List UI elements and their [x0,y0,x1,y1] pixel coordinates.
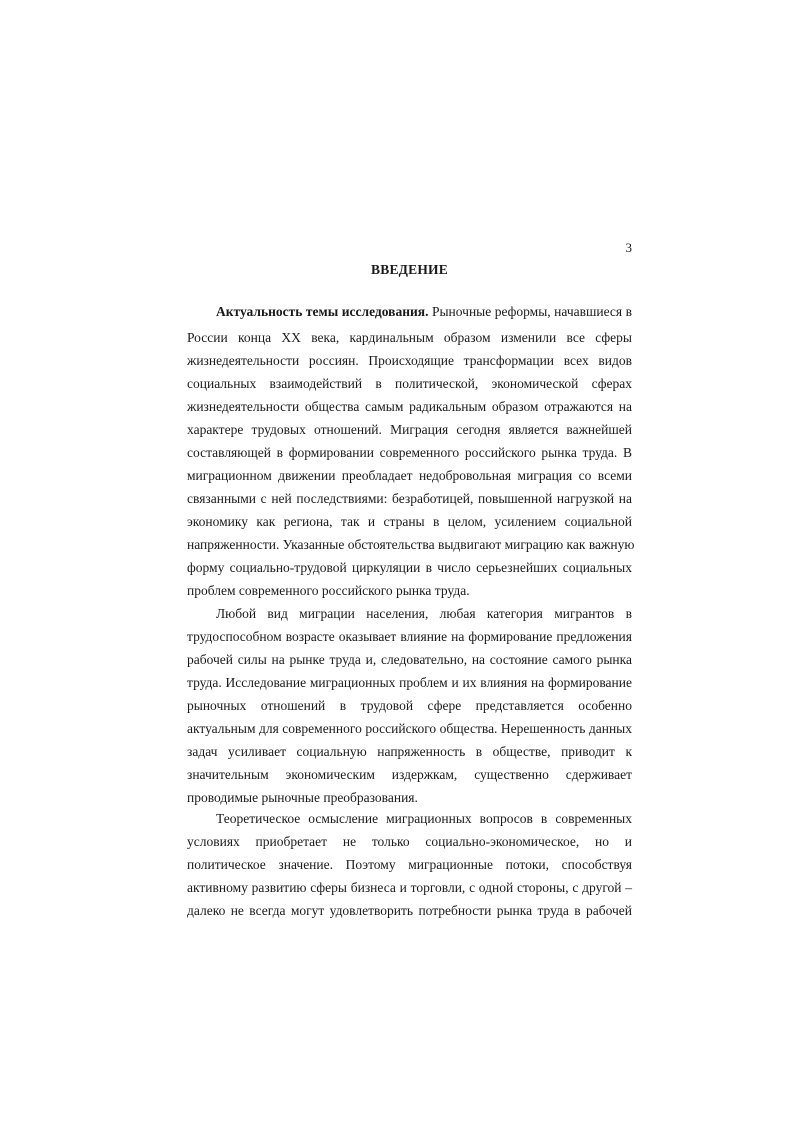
page-title: ВВЕДЕНИЕ [371,262,448,277]
text-line: социальных взаимодействий в политической, экономической сферах [187,376,632,391]
text-line: жизнедеятельности общества самым радикальным образом отражаются на [187,399,632,414]
text-line: экономику как региона, так и страны в целом, усилением социальной [187,514,632,529]
text-line: активному развитию сферы бизнеса и торговли, с одной стороны, с другой – [187,880,632,895]
text-line: России конца XX века, кардинальным образом изменили все сферы [187,330,632,345]
text-line: труда. Исследование миграционных проблем и их влияния на формирование [187,675,632,690]
text-line: трудоспособном возрасте оказывает влияние на формирование предложения [187,629,632,644]
text-line: Теоретическое осмысление миграционных вопросов в современных [216,811,632,826]
text-line: характере трудовых отношений. Миграция сегодня является важнейшей [187,422,632,437]
text-line: напряженности. Указанные обстоятельства выдвигают миграцию как важную [187,537,635,552]
text-line: задач усиливает социальную напряженность в обществе, приводит к [187,744,632,759]
text-line: актуальным для современного российского общества. Нерешенность данных [187,721,632,736]
page-number: 3 [625,240,632,255]
text-line: форму социально-трудовой циркуляции в число серьезнейших социальных [187,560,632,575]
text-line: связанными с ней последствиями: безработицей, повышенной нагрузкой на [187,491,632,506]
text-line: условиях приобретает не только социально-экономическое, но и [187,834,632,849]
text-line: проводимые рыночные преобразования. [187,790,418,805]
text-line: проблем современного российского рынка труда. [187,583,470,598]
text-line: миграционном движении преобладает недобровольная миграция со всеми [187,468,632,483]
text-line: рыночных отношений в трудовой сфере представляется особенно [187,698,632,713]
text-line: Любой вид миграции населения, любая категория мигрантов в [216,606,632,621]
text-line: значительным экономическим издержкам, существенно сдерживает [187,767,632,782]
section-lead: Актуальность темы исследования. [216,304,429,319]
text-line: рабочей силы на рынке труда и, следовательно, на состояние самого рынка [187,652,632,667]
text-line: далеко не всегда могут удовлетворить потребности рынка труда в рабочей [187,903,632,918]
text-line: Актуальность темы исследования. Рыночные реформы, начавшиеся в [216,304,633,319]
text-line: политическое значение. Поэтому миграционные потоки, способствуя [187,857,632,872]
text-line: составляющей в формировании современного российского рынка труда. В [187,445,632,460]
text-line: жизнедеятельности россиян. Происходящие трансформации всех видов [187,353,632,368]
